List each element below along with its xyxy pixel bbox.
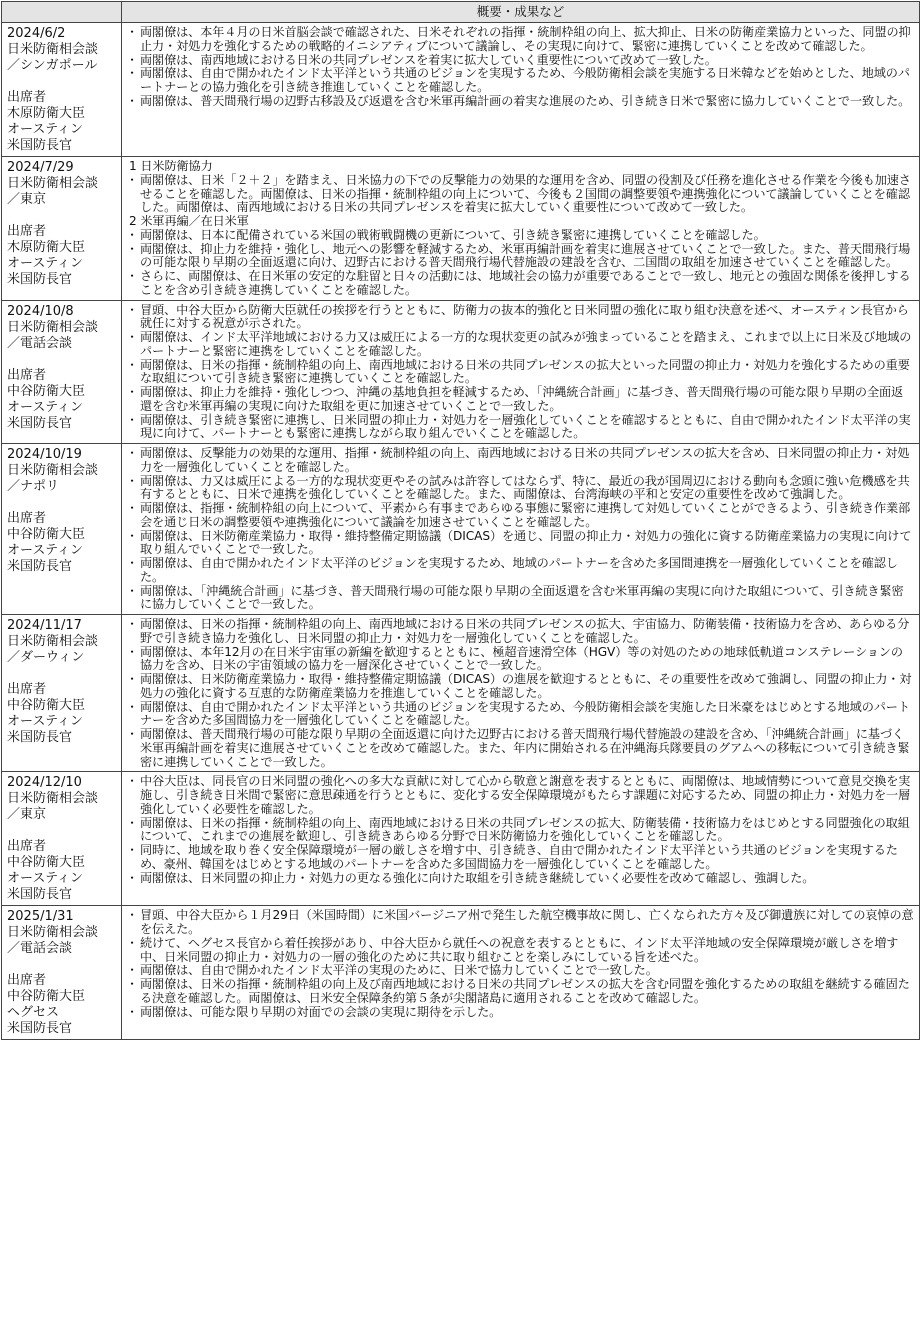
header-blank-cell: [2, 2, 122, 23]
summary-bullet: ・ 両閣僚は、自由で開かれたインド太平洋という共通のビジョンを実現するため、今般防衛相会談を実施する日米韓などを始めとした、地域のパートナーとの協力強化を引き続き推進していくことを確認した。: [127, 67, 914, 95]
attendees-label: 出席者: [7, 973, 47, 989]
attendee: 米国防長官: [7, 138, 73, 153]
meeting-date: 2024/11/17: [7, 618, 82, 633]
summary-cell: [122, 772, 920, 906]
summary-bullet: ・ 両閣僚は、日米防衛産業協力・取得・維持整備定期協議（DICAS）を通じ、同盟の抑止力・対処力の強化に資する防衛産業協力の実現に向けて取り組んでいくことで一致した。: [127, 530, 914, 558]
meeting-name: 日米防衛相会談: [7, 463, 99, 478]
summary-bullet: ・ 両閣僚は、インド太平洋地域における力又は威圧による一方的な現状変更の試みが強まっていることを踏まえ、これまで以上に日米及び地域のパートナーと緊密に連携をしていくことを確認した。: [127, 331, 914, 359]
table-row: [2, 23, 920, 157]
summary-cell: [122, 444, 920, 615]
spacer: [7, 957, 116, 973]
meeting-name: ／電話会談: [7, 335, 73, 351]
table-row: [2, 157, 920, 301]
spacer: [7, 666, 116, 682]
summary-cell: [122, 300, 920, 444]
summary-bullet: ・ 両閣僚は、自由で開かれたインド太平洋のビジョンを実現するため、地域のパートナーを含めた多国間連携を一層強化していくことを確認した。: [127, 557, 914, 585]
summary-bullet: ・ 両閣僚は、日米の指揮・統制枠組の向上、南西地域における日米の共同プレゼンスの拡大、防衛装備・技術協力をはじめとする同盟強化の取組について、これまでの進展を歓迎し、引き続きあらゆる分野で日米防衛協力を強化していくことを確認した。: [127, 817, 914, 845]
attendee: 中谷防衛大臣: [7, 527, 86, 542]
summary-cell: [122, 23, 920, 157]
attendee: オースティン: [7, 543, 84, 558]
attendee: 米国防長官: [7, 887, 73, 903]
meeting-info-cell: [2, 444, 122, 615]
summary-cell: [122, 157, 920, 301]
meeting-name: 日米防衛相会談: [7, 42, 99, 57]
meeting-info-cell: [2, 615, 122, 772]
summary-bullet: ・ 同時に、地域を取り巻く安全保障環境が一層の厳しさを増す中、引き続き、自由で開かれたインド太平洋という共通のビジョンを実現するため、豪州、韓国をはじめとする地域のパートナーを含めた多国間協力を一層強化していくことを確認した。: [127, 844, 914, 872]
summary-bullet: ・ 両閣僚は、日米の指揮・統制枠組の向上及び南西地域における日米の共同プレゼンスの拡大を含む同盟を強化するための取組を継続する確固たる決意を確認した。両閣僚は、日米安全保障条約第５条が尖閣諸島に適用されることを改めて確認した。: [127, 978, 914, 1006]
attendee: 中谷防衛大臣: [7, 383, 86, 399]
attendee: 中谷防衛大臣: [7, 698, 86, 713]
header-summary-cell: 概要・成果など: [122, 2, 920, 23]
attendee: 木原防衛大臣: [7, 106, 86, 121]
attendee: 米国防長官: [7, 730, 73, 745]
meeting-date: 2024/6/2: [7, 26, 66, 41]
attendee: オースティン: [7, 256, 84, 271]
attendee: 米国防長官: [7, 415, 73, 431]
table-row: [2, 300, 920, 444]
summary-bullet: ・ 両閣僚は、自由で開かれたインド太平洋という共通のビジョンを実現するため、今般防衛相会談を実施した日米豪をはじめとする地域のパートナーを含めた多国間協力を一層強化していくことを確認した。: [127, 701, 914, 729]
meeting-date: 2025/1/31: [7, 909, 74, 925]
meeting-date: 2024/7/29: [7, 160, 74, 175]
table-row: [2, 615, 920, 772]
summary-bullet: ・ さらに、両閣僚は、在日米軍の安定的な駐留と日々の活動には、地域社会の協力が重要であることで一致し、地元との強固な関係を後押しすることを含め引き続き連携していくことを確認した。: [127, 270, 914, 298]
summary-bullet: ・ 冒頭、中谷大臣から１月29日（米国時間）に米国バージニア州で発生した航空機事故に関し、亡くなられた方々及び御遺族に対しての哀悼の意を伝えた。: [127, 909, 914, 937]
table-row: [2, 444, 920, 615]
summary-bullet: ・ 両閣僚は、本年４月の日米首脳会談で確認された、日米それぞれの指揮・統制枠組の向上、拡大抑止、日米の防衛産業協力といった、同盟の抑止力・対処力を強化するための戦略的イニシアティブについて議論し、その実現に向けて、緊密に連携していくことを改めて確認した。: [127, 26, 914, 54]
summary-bullet: ・ 両閣僚は、日米同盟の抑止力・対処力の更なる強化に向けた取組を引き続き継続していく必要性を改めて確認し、強調した。: [127, 872, 914, 886]
meetings-table: [1, 1, 920, 1040]
summary-cell: [122, 615, 920, 772]
summary-bullet: ・ 両閣僚は、日米防衛産業協力・取得・維持整備定期協議（DICAS）の進展を歓迎するとともに、その重要性を改めて強調し、同盟の抑止力・対処力の強化に資する互恵的な防衛産業協力を推進していくことを確認した。: [127, 673, 914, 701]
summary-bullet: ・ 両閣僚は、指揮・統制枠組の向上について、平素から有事まであらゆる事態に緊密に連携して対処していくことができるよう、引き続き作業部会を通じ日米の調整要領や連携強化について議論を加速させていくことを確認した。: [127, 502, 914, 530]
attendee: 中谷防衛大臣: [7, 855, 86, 871]
summary-bullet: ・ 冒頭、中谷大臣から防衛大臣就任の挨拶を行うとともに、防衛力の抜本的強化と日米同盟の強化に取り組む決意を述べ、オースティン長官から就任に対する祝意が示された。: [127, 304, 914, 332]
meeting-info-cell: [2, 23, 122, 157]
attendees-label: 出席者: [7, 367, 47, 383]
attendee: 米国防長官: [7, 1021, 73, 1037]
meeting-info-cell: [2, 772, 122, 906]
attendee: 木原防衛大臣: [7, 240, 86, 255]
attendees-label: 出席者: [7, 839, 47, 855]
summary-bullet: ・ 両閣僚は、日本に配備されている米国の戦術戦闘機の更新について、引き続き緊密に連携していくことを確認した。: [127, 229, 914, 243]
summary-bullet: ・ 両閣僚は、本年12月の在日米宇宙軍の新編を歓迎するとともに、極超音速滑空体（HGV）等の対処のための地球低軌道コンステレーションの協力を含め、日米の宇宙領域の協力を一層深化させていくことで一致した。: [127, 646, 914, 674]
attendee: オースティン: [7, 871, 84, 887]
meeting-name: 日米防衛相会談: [7, 925, 99, 941]
meeting-name: 日米防衛相会談: [7, 319, 99, 335]
table-row: [2, 906, 920, 1040]
attendee: オースティン: [7, 399, 84, 415]
summary-bullet: ・ 両閣僚は、日米の指揮・統制枠組の向上、南西地域における日米の共同プレゼンスの拡大といった同盟の抑止力・対処力を強化するための重要な取組について引き続き緊密に連携していくことを確認した。: [127, 359, 914, 387]
summary-bullet: ・ 両閣僚は、普天間飛行場の辺野古移設及び返還を含む米軍再編計画の着実な進展のため、引き続き日米で緊密に協力していくことで一致した。: [127, 95, 914, 109]
summary-bullet: ・ 両閣僚は、自由で開かれたインド太平洋の実現のために、日米で協力していくことで一致した。: [127, 964, 914, 978]
table-body: [2, 23, 920, 1040]
meeting-name: ／シンガポール: [7, 58, 98, 73]
attendee: 中谷防衛大臣: [7, 989, 86, 1005]
table-header-row: [2, 2, 920, 23]
meeting-name: 日米防衛相会談: [7, 634, 99, 649]
meeting-name: 日米防衛相会談: [7, 176, 99, 191]
meeting-date: 2024/10/19: [7, 447, 82, 462]
attendee: ヘグセス: [7, 1005, 60, 1021]
meeting-name: ／東京: [7, 807, 47, 823]
summary-bullet: ・ 両閣僚は、南西地域における日米の共同プレゼンスを着実に拡大していく重要性について改めて一致した。: [127, 54, 914, 68]
table-row: [2, 772, 920, 906]
spacer: [7, 352, 116, 368]
summary-bullet: ・ 両閣僚は、「沖縄統合計画」に基づき、普天間飛行場の可能な限り早期の全面返還を含む米軍再編の実現に向けた取組について、引き続き緊密に協力していくことで一致した。: [127, 585, 914, 613]
attendee: 米国防長官: [7, 559, 73, 574]
attendees-label: 出席者: [7, 224, 47, 239]
meeting-name: ／東京: [7, 192, 47, 207]
summary-bullet: ・ 両閣僚は、力又は威圧による一方的な現状変更やその試みは許容してはならず、特に、最近の我が国周辺における動向も念頭に強い危機感を共有するとともに、日米で連携を強化していくことを確認した。また、両閣僚は、台湾海峡の平和と安定の重要性を改めて強調した。: [127, 475, 914, 503]
summary-bullet: ・ 両閣僚は、抑止力を維持・強化しつつ、沖縄の基地負担を軽減するため、「沖縄統合計画」に基づき、普天間飛行場の可能な限り早期の全面返還を含む米軍再編の実現に向けた取組を更に加速させていくことで一致した。: [127, 386, 914, 414]
summary-bullet: ・ 中谷大臣は、同長官の日米同盟の強化への多大な貢献に対して心から敬意と謝意を表するとともに、両閣僚は、地域情勢について意見交換を実施し、引き続き日米間で緊密に意思疎通を行うとともに、変化する安全保障環境がもたらす課題に対応するため、同盟の抑止力・対処力を一層強化していく必要性を確認した。: [127, 775, 914, 816]
summary-bullet: ・ 両閣僚は、日米「２＋２」を踏まえ、日米協力の下での反撃能力の効果的な運用を含め、同盟の役割及び任務を進化させる作業を今後も加速させることを確認した。両閣僚は、日米の指揮・統制枠組の向上について、今後も２国間の調整要領や連携強化について議論していくことを確認した。両閣僚は、南西地域における日米の共同プレゼンスを着実に拡大していく重要性について改めて一致した。: [127, 174, 914, 215]
spacer: [7, 823, 116, 839]
meeting-info-cell: [2, 906, 122, 1040]
summary-bullet: ・ 続けて、ヘグセス長官から着任挨拶があり、中谷大臣から就任への祝意を表するとともに、インド太平洋地域の安全保障環境が厳しさを増す中、日米同盟の抑止力・対処力の一層の強化のために共に取り組むことを楽しみにしている旨を述べた。: [127, 937, 914, 965]
meeting-date: 2024/12/10: [7, 775, 82, 791]
attendees-label: 出席者: [7, 90, 47, 105]
attendees-label: 出席者: [7, 682, 47, 697]
attendee: 米国防長官: [7, 272, 73, 287]
spacer: [7, 495, 116, 511]
summary-bullet: ・ 両閣僚は、反撃能力の効果的な運用、指揮・統制枠組の向上、南西地域における日米の共同プレゼンスの拡大を含め、日米同盟の抑止力・対処力を一層強化していくことを確認した。: [127, 447, 914, 475]
meeting-info-cell: [2, 157, 122, 301]
spacer: [7, 208, 116, 224]
meeting-name: ／ダーウィン: [7, 650, 85, 665]
summary-bullet: ・ 両閣僚は、可能な限り早期の対面での会談の実現に期待を示した。: [127, 1006, 914, 1020]
meeting-name: 日米防衛相会談: [7, 791, 99, 807]
attendees-label: 出席者: [7, 511, 47, 526]
meeting-name: ／ナポリ: [7, 479, 60, 494]
spacer: [7, 74, 116, 90]
section-heading: 2 米軍再編／在日米軍: [129, 214, 249, 228]
attendee: オースティン: [7, 714, 84, 729]
meeting-info-cell: [2, 300, 122, 444]
summary-bullet: ・ 両閣僚は、日米の指揮・統制枠組の向上、南西地域における日米の共同プレゼンスの拡大、宇宙協力、防衛装備・技術協力を含め、あらゆる分野で引き続き協力を強化し、日米同盟の抑止力・対処力を一層強化していくことを確認した。: [127, 618, 914, 646]
summary-cell: [122, 906, 920, 1040]
section-heading: 1 日米防衛協力: [129, 159, 213, 173]
summary-bullet: ・ 両閣僚は、抑止力を維持・強化し、地元への影響を軽減するため、米軍再編計画を着実に進展させていくことで一致した。また、普天間飛行場の可能な限り早期の全面返還に向け、辺野古における普天間飛行場代替施設の建設を含む、二国間の取組を加速させていくことを確認した。: [127, 243, 914, 271]
summary-bullet: ・ 両閣僚は、引き続き緊密に連携し、日米同盟の抑止力・対処力を一層強化していくことを確認するとともに、自由で開かれたインド太平洋の実現に向けて、パートナーとも緊密に連携しながら取り組んでいくことを確認した。: [127, 414, 914, 442]
meeting-name: ／電話会談: [7, 941, 73, 957]
summary-bullet: ・ 両閣僚は、普天間飛行場の可能な限り早期の全面返還に向けた辺野古における普天間飛行場代替施設の建設を含め、「沖縄統合計画」に基づく米軍再編計画を着実に進展させていくことを改めて確認した。また、年内に開始される在沖縄海兵隊要員のグアムへの移転について引き続き緊密に連携していくことで一致した。: [127, 728, 914, 769]
attendee: オースティン: [7, 122, 84, 137]
meeting-date: 2024/10/8: [7, 303, 74, 319]
